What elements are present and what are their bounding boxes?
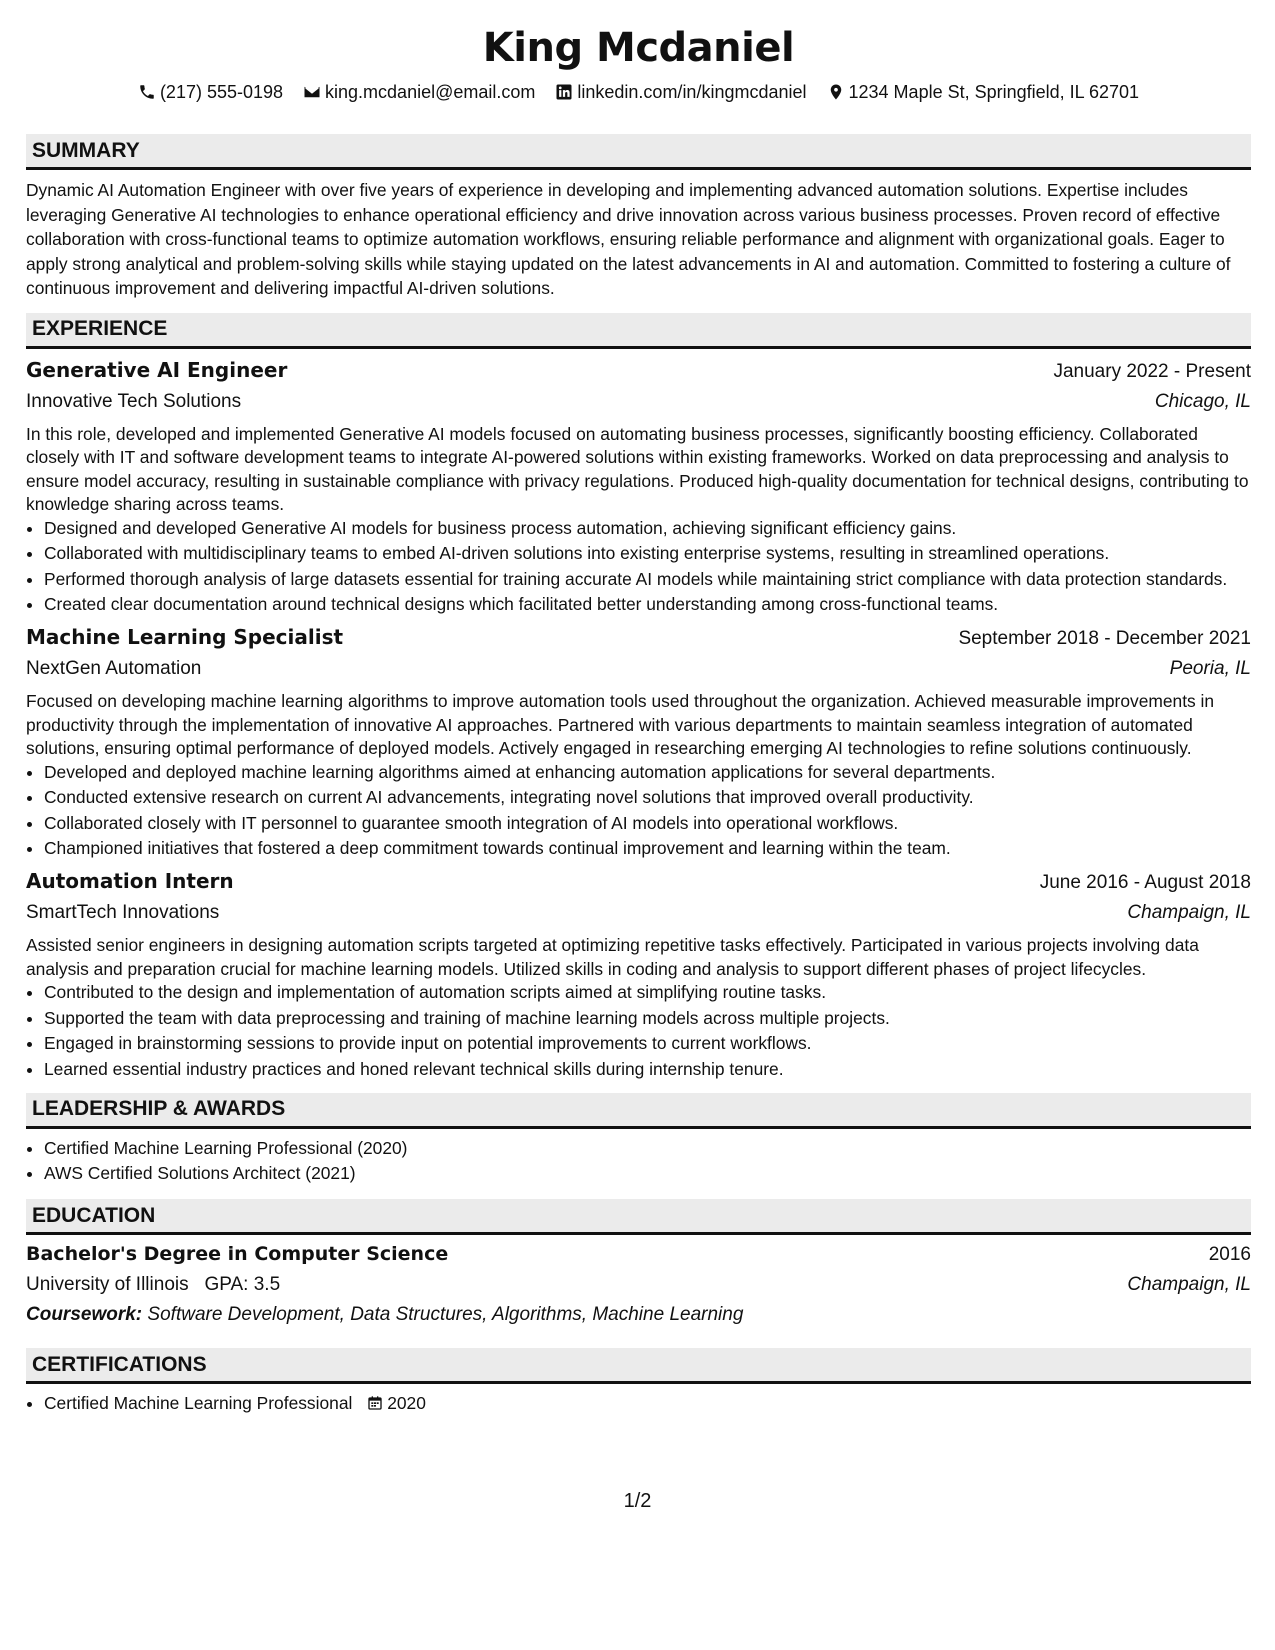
resume-page [26, 0, 1251, 1418]
contact-linkedin[interactable] [555, 80, 806, 104]
certification-name: Certified Machine Learning Professional [44, 1393, 353, 1413]
graduation-year: 2016 [1208, 1244, 1251, 1265]
job-entry [26, 622, 1251, 860]
degree-title: Bachelor's Degree in Computer Science [26, 1243, 449, 1265]
job-title: Machine Learning Specialist [26, 625, 344, 649]
list-item: • Collaborated closely with IT personnel to guarantee smooth integration of AI models into operational workflows. [44, 812, 1251, 835]
list-item: • Supported the team with data preprocessing and training of machine learning models across multiple projects. [44, 1007, 1251, 1030]
page-indicator: 1/2 [623, 1490, 652, 1512]
contact-address [827, 80, 1140, 104]
list-item: • Learned essential industry practices and honed relevant technical skills during internship tenure. [44, 1058, 1251, 1081]
summary-text: Dynamic AI Automation Engineer with over five years of experience in developing and implementing advanced automation solutions. Expertise includes leveraging Generative AI technologies to enhance operational efficiency and drive innovation across various business processes. Proven record of effective collaboration with cross-functional teams to optimize automation workflows, ensuring reliable performance and alignment with organizational goals. Eager to apply strong analytical and problem-solving skills while staying updated on the latest advancements in AI and automation. Committed to fostering a culture of continuous improvement and delivering impactful AI-driven solutions. [26, 180, 1231, 298]
list-item: • Engaged in brainstorming sessions to provide input on potential improvements to current workflows. [44, 1032, 1251, 1055]
list-item: • AWS Certified Solutions Architect (2021) [44, 1162, 1251, 1185]
address-text: 1234 Maple St, Springfield, IL 62701 [848, 82, 1140, 102]
list-item [44, 1392, 1251, 1415]
contact-bar [26, 80, 1251, 104]
linkedin-icon [555, 83, 573, 101]
job-dates: January 2022 - Present [1053, 360, 1251, 382]
envelope-icon [303, 83, 321, 101]
job-dates: September 2018 - December 2021 [958, 628, 1251, 649]
job-company: NextGen Automation [26, 658, 202, 679]
certifications-list [26, 1392, 1251, 1415]
list-item: • Performed thorough analysis of large datasets essential for training accurate AI models while maintaining strict compliance with data protection standards. [44, 568, 1251, 591]
job-location: Champaign, IL [1127, 902, 1251, 923]
list-item: • Created clear documentation around technical designs which facilitated better understanding among cross-functional teams. [44, 593, 1251, 616]
coursework-list: Software Development, Data Structures, Algorithms, Machine Learning [147, 1304, 744, 1325]
list-item: • Developed and deployed machine learning algorithms aimed at enhancing automation applications for several departments. [44, 761, 1251, 784]
section-heading-leadership: LEADERSHIP & AWARDS [26, 1093, 1251, 1129]
job-title: Automation Intern [26, 869, 234, 893]
job-bullets [26, 981, 1251, 1081]
list-item: • Collaborated with multidisciplinary teams to embed AI-driven solutions into existing enterprise systems, resulting in streamlined operations. [44, 542, 1251, 565]
contact-email[interactable] [303, 80, 535, 104]
list-item: • Designed and developed Generative AI models for business process automation, achieving significant efficiency gains. [44, 517, 1251, 540]
job-bullets [26, 517, 1251, 617]
job-description: In this role, developed and implemented Generative AI models focused on automating business processes, significantly boosting efficiency. Collaborated closely with IT and software development teams to integrate AI-powered solutions within existing frameworks. Worked on data preprocessing and analysis to ensure model accuracy, resulting in sustainable compliance with privacy regulations. Produced high-quality documentation for technical designs, contributing to knowledge sharing across teams. [26, 423, 1249, 514]
job-company: SmartTech Innovations [26, 902, 220, 923]
section-heading-summary: SUMMARY [26, 134, 1251, 170]
section-heading-education: EDUCATION [26, 1199, 1251, 1235]
school-location: Champaign, IL [1127, 1274, 1251, 1295]
job-bullets [26, 761, 1251, 861]
calendar-icon [367, 1395, 383, 1411]
section-heading-experience: EXPERIENCE [26, 313, 1251, 349]
certification-year: 2020 [387, 1393, 426, 1413]
education-entry [26, 1239, 1251, 1330]
list-item: • Certified Machine Learning Professional (2020) [44, 1137, 1251, 1160]
coursework [26, 1300, 1251, 1330]
linkedin-text[interactable]: linkedin.com/in/kingmcdaniel [577, 82, 807, 102]
job-description: Assisted senior engineers in designing automation scripts targeted at optimizing repetitive tasks effectively. Participated in various projects involving data analysis and preparation crucial for machine learning models. Utilized skills in coding and analysis to support different phases of project lifecycles. [26, 935, 1199, 979]
map-pin-icon [827, 83, 845, 101]
job-location: Peoria, IL [1169, 658, 1251, 679]
leadership-list [26, 1137, 1251, 1186]
job-entry [26, 866, 1251, 1081]
school-line [26, 1270, 280, 1300]
list-item: • Championed initiatives that fostered a deep commitment towards continual improvement and learning within the team. [44, 837, 1251, 860]
phone-text: (217) 555-0198 [159, 82, 284, 102]
list-item: • Conducted extensive research on current AI advancements, integrating novel solutions that improved overall productivity. [44, 786, 1251, 809]
job-title: Generative AI Engineer [26, 357, 288, 382]
job-entry [26, 355, 1251, 617]
list-item: • Contributed to the design and implementation of automation scripts aimed at simplifying routine tasks. [44, 981, 1251, 1004]
section-heading-certifications: CERTIFICATIONS [26, 1348, 1251, 1384]
contact-phone [138, 80, 283, 104]
school-name: University of Illinois [26, 1274, 189, 1295]
job-description: Focused on developing machine learning algorithms to improve automation tools used throughout the organization. Achieved measurable improvements in productivity through the implementation of innovative AI approaches. Partnered with various departments to maintain seamless integration of automated solutions, ensuring optimal performance of deployed models. Actively engaged in researching emerging AI technologies to refine solutions continuously. [26, 691, 1215, 758]
gpa: GPA: 3.5 [204, 1274, 281, 1295]
phone-icon [138, 83, 156, 101]
job-dates: June 2016 - August 2018 [1039, 872, 1251, 893]
job-company: Innovative Tech Solutions [26, 390, 242, 412]
email-text[interactable]: king.mcdaniel@email.com [325, 82, 536, 102]
candidate-name: King Mcdaniel [482, 25, 795, 71]
coursework-label: Coursework: [26, 1304, 143, 1325]
job-location: Chicago, IL [1154, 390, 1251, 412]
